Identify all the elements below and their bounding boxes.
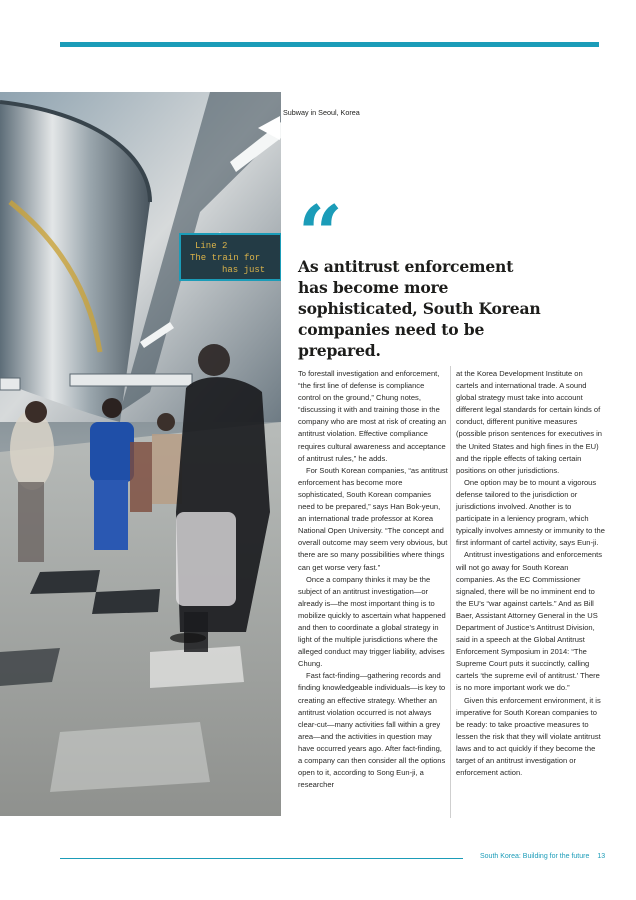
footer-title: South Korea: Building for the future: [480, 853, 590, 860]
paragraph: at the Korea Development Institute on cartels and international trade. A sound global strategy must take into account different legal standards for certain kinds of conduct, different punitive measures (possible prison sentences for executives in the United States and high fines in the EU) and the ripple effects of taking certain positions on other jurisdictions.: [456, 369, 602, 475]
display-text-1: Line 2: [195, 241, 228, 251]
paragraph: To forestall investigation and enforcement, “the first line of defense is compliance control on the ground,” Chung notes, “discussing it with and training those in the company who are most at risk of creating an antitrust violation. Effective compliance requires cultural awareness and acceptance of antitrust rules,” he adds.: [298, 369, 447, 463]
paragraph: Once a company thinks it may be the subject of an antitrust investigation—or already is—the most important thing is to mobilize quickly to ascertain what happened and then to coordinate a global strategy in light of the multiple jurisdictions where the alleged conduct may trigger liability, advises Chung.: [298, 574, 446, 669]
subway-photo-art: [0, 92, 281, 816]
caption-notch: [258, 116, 280, 140]
paragraph: Given this enforcement environment, it is imperative for South Korean companies to be ready: to take proactive measures to lessen the risk that they will violate antitrust laws and to act quickly if they become the target of an antitrust investigation or enforcement action.: [456, 695, 601, 778]
column-divider: [450, 366, 451, 818]
top-accent-rule: [60, 42, 599, 47]
paragraph: Fast fact-finding—gathering records and finding knowledgeable individuals—is key to creating an effective strategy. Whether an antitrust violation occurred is not always clear-cut—many activities fall within a grey area—and the activities in question may have occurred years ago. After fact-finding, a company can then consider all the options open to it, according to Song Eun-ji, a researcher: [298, 671, 446, 790]
paragraph: For South Korean companies, “as antitrust enforcement has become more sophisticated, South Korean companies need to be prepared,” says Han Bok-yeun, an international trade professor at Korea National Open University. “The concept and overall outcome may seem very obvious, but there are so many possibilities where things can get worse very fast.”: [298, 465, 448, 572]
body-column-2: [456, 368, 606, 779]
page-footer: [480, 853, 605, 860]
display-text-2: The train for: [190, 253, 261, 263]
pull-quote: As antitrust enforcement has become more sophisticated, South Korean companies need to be prepared.: [298, 257, 541, 360]
quote-mark-icon: “: [298, 189, 343, 280]
body-column-1: [298, 368, 448, 791]
paragraph: One option may be to mount a vigorous defense tailored to the jurisdiction or jurisdictions involved. Another is to participate in a leniency program, which typically involves amnesty or immunity to the first informant of cartel activity, says Eun-ji.: [456, 477, 605, 548]
display-text-3: has just: [222, 265, 266, 275]
subway-photo: [0, 92, 281, 816]
bottom-accent-rule: [60, 858, 463, 859]
photo-caption: Subway in Seoul, Korea: [283, 108, 360, 117]
paragraph: Antitrust investigations and enforcements will not go away for South Korean companies. As the EC Commissioner signaled, there will be no imminent end to the EU’s “war against cartels.” And as Bill Baer, Assistant Attorney General in the US Department of Justice’s Antitrust Division, said in a speech at the Global Antitrust Enforcement Symposium in 2014: “The Supreme Court puts it succinctly, calling cartels ‘the supreme evil of antitrust.’ There is no more important work we do.”: [456, 550, 603, 693]
page-number: 13: [597, 853, 606, 860]
